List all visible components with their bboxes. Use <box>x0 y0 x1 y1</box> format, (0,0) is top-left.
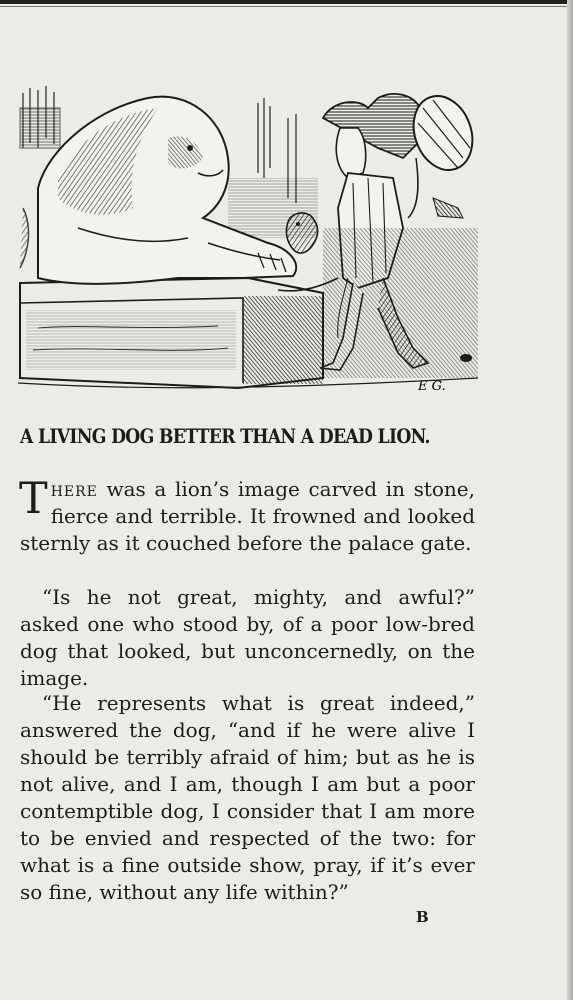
paragraph-3-text: “He represents what is great indeed,” answered the dog, “and if he were alive I should be terribly afraid of him; but as he is not alive, and I am, though I am but a poor contemptible dog, I consider that I am more to be envied and respected of the two: for what is a fine outside show, pray, if it’s ever so fine, without any life within?” <box>20 691 475 904</box>
top-border-thin <box>0 6 573 7</box>
top-border <box>0 0 573 4</box>
paragraph-2-text: “Is he not great, mighty, and awful?” asked one who stood by, of a poor low-bred dog that looked, but unconcernedly, on the image. <box>20 585 475 690</box>
paragraph-2 <box>20 584 475 692</box>
small-dog <box>286 213 317 253</box>
signature-mark: B <box>416 908 429 926</box>
paragraph-1-text: was a lion’s image carved in stone, fierce and terrible. It frowned and looked sternly as it couched before the palace gate. <box>20 477 475 555</box>
ground-shadow <box>323 228 478 378</box>
pedestal <box>20 278 323 388</box>
page-edge-shadow <box>567 0 573 1000</box>
paragraph-3 <box>20 690 475 906</box>
paragraph-1 <box>20 476 475 557</box>
pebble <box>460 354 472 362</box>
drop-cap: T <box>19 474 48 524</box>
opening-smallcaps: here <box>50 477 98 501</box>
engraver-signature: E G. <box>418 379 446 394</box>
lion-statue-and-dog-engraving-icon <box>18 78 478 396</box>
story-title: A LIVING DOG BETTER THAN A DEAD LION. <box>20 424 430 448</box>
